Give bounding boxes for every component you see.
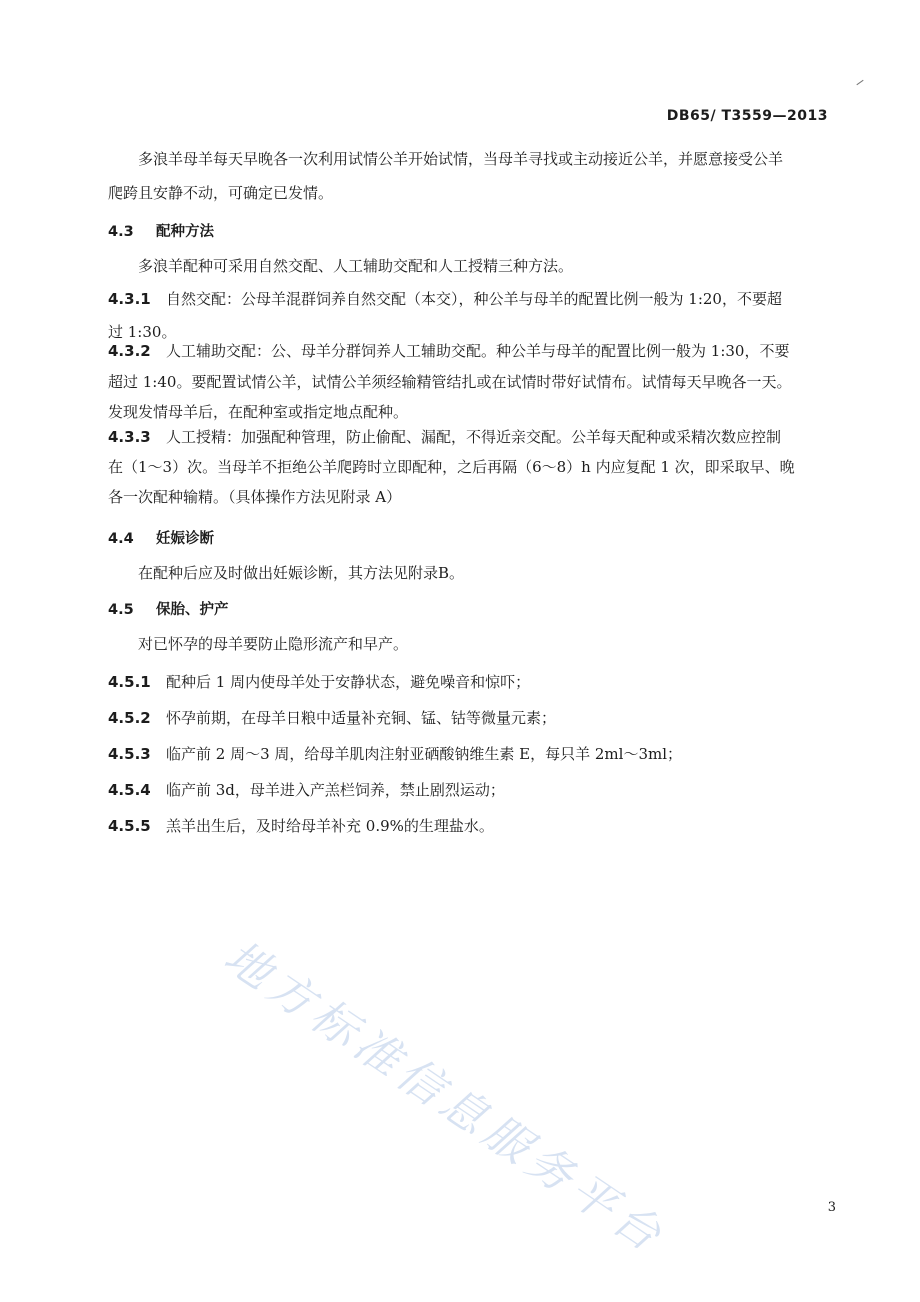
paragraph-line: 爬跨且安静不动，可确定已发情。 bbox=[108, 184, 334, 202]
clause-text: 自然交配：公母羊混群饲养自然交配（本交），种公羊与母羊的配置比例一般为 1:20，不要超 bbox=[166, 290, 782, 308]
clause-text: 人工授精：加强配种管理，防止偷配、漏配，不得近亲交配。公羊每天配种或采精次数应控制 bbox=[166, 428, 782, 446]
watermark: 地方标准信息服务平台 bbox=[214, 929, 676, 1265]
paragraph-line: 多浪羊母羊每天早晚各一次利用试情公羊开始试情，当母羊寻找或主动接近公羊，并愿意接受公羊 bbox=[138, 150, 784, 168]
paragraph-line: 多浪羊配种可采用自然交配、人工辅助交配和人工授精三种方法。 bbox=[138, 257, 574, 275]
paragraph-line: 在配种后应及时做出妊娠诊断，其方法见附录B。 bbox=[138, 564, 465, 582]
clause-text: 临产前 2 周～3 周，给母羊肌肉注射亚硒酸钠维生素 E，每只羊 2ml～3ml； bbox=[166, 745, 683, 763]
clause-4-5-3 bbox=[108, 745, 840, 763]
section-title: 配种方法 bbox=[156, 224, 214, 240]
clause-4-5-5 bbox=[108, 817, 840, 835]
paragraph-line: 各一次配种输精。（具体操作方法见附录 A） bbox=[108, 488, 402, 506]
clause-text: 羔羊出生后，及时给母羊补充 0.9%的生理盐水。 bbox=[166, 817, 494, 835]
clause-4-5-4 bbox=[108, 781, 840, 799]
clause-4-3-3 bbox=[108, 428, 840, 446]
clause-4-3-2 bbox=[108, 342, 840, 360]
clause-number: 4.3.2 bbox=[108, 342, 151, 360]
clause-4-5-1 bbox=[108, 673, 840, 691]
clause-number: 4.5.4 bbox=[108, 781, 151, 799]
section-title: 保胎、护产 bbox=[156, 602, 229, 618]
clause-number: 4.3.3 bbox=[108, 428, 151, 446]
clause-number: 4.5.3 bbox=[108, 745, 151, 763]
page-number: 3 bbox=[827, 1200, 836, 1215]
clause-number: 4.3.1 bbox=[108, 290, 151, 308]
standard-code: DB65/ T3559—2013 bbox=[666, 108, 828, 124]
clause-number: 4.5.1 bbox=[108, 673, 151, 691]
clause-number: 4.5.2 bbox=[108, 709, 151, 727]
scan-mark bbox=[856, 80, 863, 85]
clause-text: 怀孕前期，在母羊日粮中适量补充铜、锰、钴等微量元素； bbox=[166, 709, 557, 727]
paragraph-line: 对已怀孕的母羊要防止隐形流产和早产。 bbox=[138, 635, 409, 653]
section-title: 妊娠诊断 bbox=[156, 531, 214, 547]
section-number: 4.5 bbox=[108, 602, 134, 618]
section-heading-4-3 bbox=[108, 223, 840, 241]
paragraph-line: 超过 1:40。要配置试情公羊，试情公羊须经输精管结扎或在试情时带好试情布。试情每天早晚各一天。 bbox=[108, 373, 792, 391]
paragraph-line: 过 1:30。 bbox=[108, 323, 177, 341]
section-number: 4.3 bbox=[108, 224, 134, 240]
clause-number: 4.5.5 bbox=[108, 817, 151, 835]
clause-text: 配种后 1 周内使母羊处于安静状态，避免噪音和惊吓； bbox=[166, 673, 531, 691]
section-heading-4-5 bbox=[108, 601, 840, 619]
clause-4-5-2 bbox=[108, 709, 840, 727]
paragraph-line: 发现发情母羊后，在配种室或指定地点配种。 bbox=[108, 403, 409, 421]
clause-text: 临产前 3d，母羊进入产羔栏饲养，禁止剧烈运动； bbox=[166, 781, 505, 799]
paragraph-line: 在（1～3）次。当母羊不拒绝公羊爬跨时立即配种，之后再隔（6～8）h 内应复配 1 次，即采取早、晚 bbox=[108, 458, 795, 476]
clause-4-3-1 bbox=[108, 290, 840, 308]
section-heading-4-4 bbox=[108, 530, 840, 548]
section-number: 4.4 bbox=[108, 531, 134, 547]
clause-text: 人工辅助交配：公、母羊分群饲养人工辅助交配。种公羊与母羊的配置比例一般为 1:30，不要 bbox=[166, 342, 790, 360]
